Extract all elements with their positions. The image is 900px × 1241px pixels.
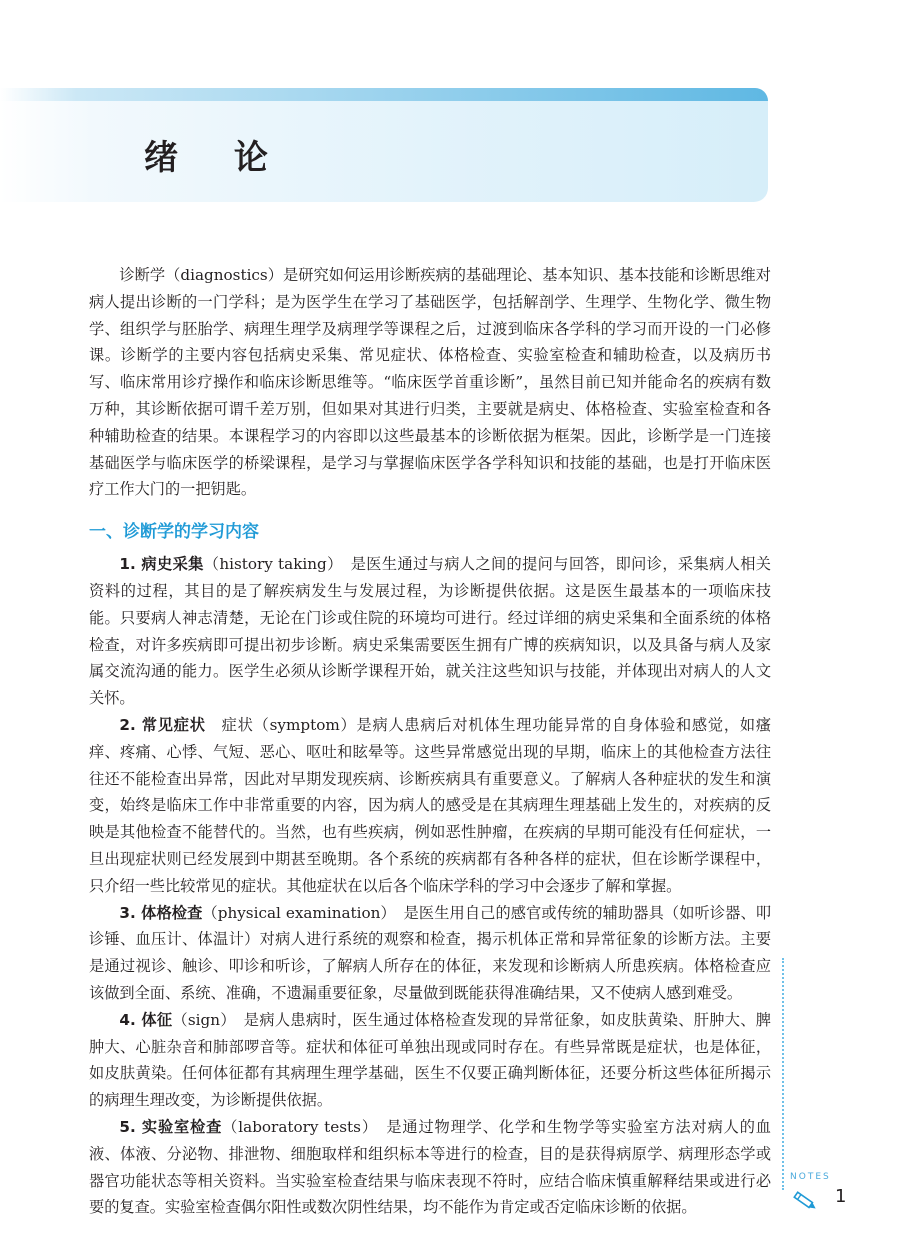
item-paragraph bbox=[89, 900, 771, 1007]
notes-label: NOTES bbox=[790, 1172, 831, 1182]
page-number: 1 bbox=[835, 1186, 847, 1207]
chapter-banner bbox=[0, 88, 768, 202]
item-term: 3. 体格检查 bbox=[119, 903, 203, 922]
item-text: （physical examination） 是医生用自己的感官或传统的辅助器具（如听诊器、叩诊锤、血压计、体温计）对病人进行系统的观察和检查，揭示机体正常和异常征象的诊断方法。主要是通过视诊、触诊、叩诊和听诊，了解病人所存在的体征，来发现和诊断病人所患疾病。体格检查应该做到全面、系统、准确，不遗漏重要征象，尽量做到既能获得准确结果，又不使病人感到难受。 bbox=[89, 903, 772, 1002]
body-text bbox=[89, 262, 771, 1221]
item-text: 症状（symptom）是病人患病后对机体生理功能异常的自身体验和感觉，如瘙痒、疼痛、心悸、气短、恶心、呕吐和眩晕等。这些异常感觉出现的早期，临床上的其他检查方法往往还不能检查出异常，因此对早期发现疾病、诊断疾病具有重要意义。了解病人各种症状的发生和演变，始终是临床工作中非常重要的内容，因为病人的感受是在其病理生理基础上发生的，对疾病的反映是其他检查不能替代的。当然，也有些疾病，例如恶性肿瘤，在疾病的早期可能没有任何症状，一旦出现症状则已经发展到中期甚至晚期。各个系统的疾病都有各种各样的症状，但在诊断学课程中，只介绍一些比较常见的症状。其他症状在以后各个临床学科的学习中会逐步了解和掌握。 bbox=[89, 715, 772, 895]
item-term: 5. 实验室检查 bbox=[119, 1117, 223, 1136]
item-term: 4. 体征 bbox=[119, 1010, 173, 1029]
item-paragraph bbox=[89, 551, 771, 712]
chapter-title: 绪 论 bbox=[144, 138, 290, 178]
item-text: （laboratory tests） 是通过物理学、化学和生物学等实验室方法对病人的血液、体液、分泌物、排泄物、细胞取样和组织标本等进行的检查，目的是获得病原学、病理形态学或器官功能状态等相关资料。当实验室检查结果与临床表现不符时，应结合临床慎重解释结果或进行必要的复查。实验室检查偶尔阳性或数次阴性结果，均不能作为肯定或否定临床诊断的依据。 bbox=[89, 1117, 771, 1217]
item-paragraph bbox=[89, 712, 771, 900]
item-text: （history taking） 是医生通过与病人之间的提问与回答，即问诊，采集病人相关资料的过程，其目的是了解疾病发生与发展过程，为诊断提供依据。这是医生最基本的一项临床技能。只要病人神志清楚，无论在门诊或住院的环境均可进行。经过详细的病史采集和全面系统的体格检查，对许多疾病即可提出初步诊断。病史采集需要医生拥有广博的疾病知识，以及具备与病人及家属交流沟通的能力。医学生必须从诊断学课程开始，就关注这些知识与技能，并体现出对病人的人文关怀。 bbox=[89, 555, 771, 708]
item-term: 2. 常见症状 bbox=[119, 715, 206, 734]
item-paragraph bbox=[89, 1007, 771, 1114]
section-heading: 一、诊断学的学习内容 bbox=[89, 522, 259, 543]
item-text: （sign） 是病人患病时，医生通过体格检查发现的异常征象，如皮肤黄染、肝肿大、脾肿大、心脏杂音和肺部啰音等。症状和体征可单独出现或同时存在。有些异常既是症状，也是体征，如皮肤黄染。任何体征都有其病理生理学基础，医生不仅要正确判断体征，还要分析这些体征所揭示的病理生理改变，为诊断提供依据。 bbox=[89, 1010, 771, 1110]
item-term: 1. 病史采集 bbox=[119, 555, 204, 574]
intro-paragraph: 诊断学（diagnostics）是研究如何运用诊断疾病的基础理论、基本知识、基本技能和诊断思维对病人提出诊断的一门学科；是为医学生在学习了基础医学，包括解剖学、生理学、生物化学、微生物学、组织学与胚胎学、病理生理学及病理学等课程之后，过渡到临床各学科的学习而开设的一门必修课。诊断学的主要内容包括病史采集、常见症状、体格检查、实验室检查和辅助检查，以及病历书写、临床常用诊疗操作和临床诊断思维等。“临床医学首重诊断”，虽然目前已知并能命名的疾病有数万种，其诊断依据可谓千差万别，但如果对其进行归类，主要就是病史、体格检查、实验室检查和各种辅助检查的结果。本课程学习的内容即以这些最基本的诊断依据为框架。因此，诊断学是一门连接基础医学与临床医学的桥梁课程，是学习与掌握临床医学各学科知识和技能的基础，也是打开临床医疗工作大门的一把钥匙。 bbox=[89, 266, 771, 499]
pencil-icon bbox=[791, 1191, 819, 1211]
item-paragraph bbox=[89, 1114, 771, 1221]
notes-margin-line bbox=[782, 958, 784, 1190]
